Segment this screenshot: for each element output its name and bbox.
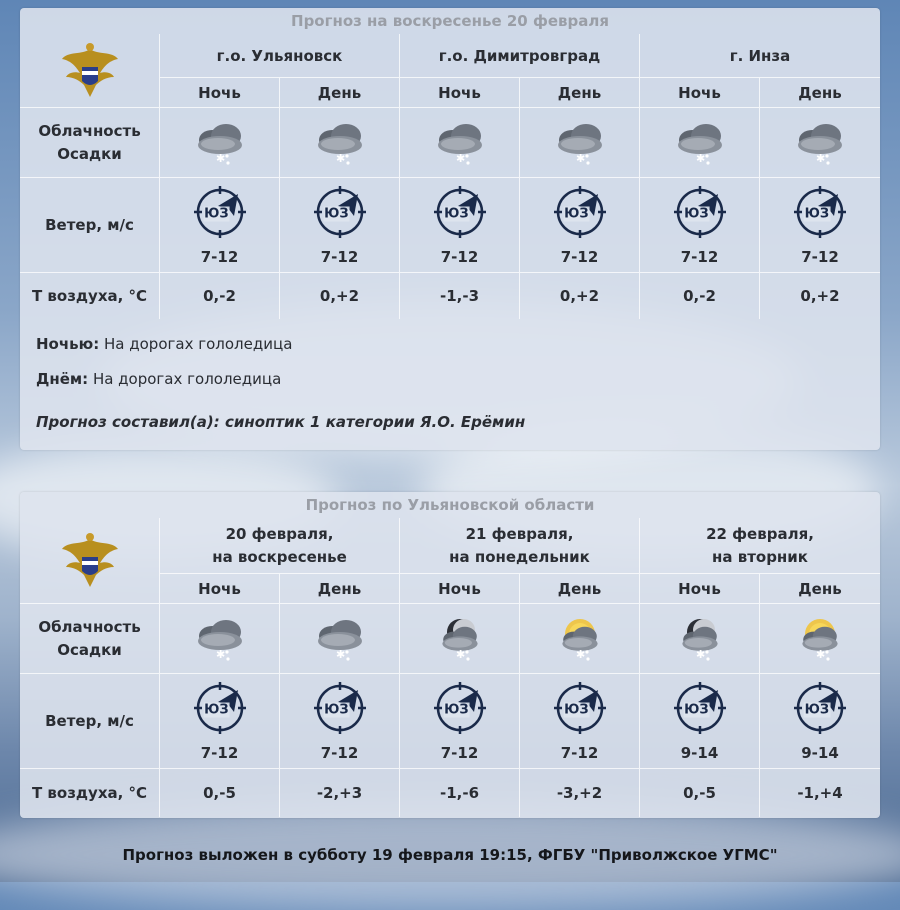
temp-value: -3,+2 <box>520 769 640 817</box>
temp-value: -1,-6 <box>400 769 520 817</box>
wind-direction-label: ЮЗ <box>204 206 229 222</box>
forecast-panel-cities <box>20 8 880 450</box>
wind-speed-value: 7-12 <box>560 248 599 266</box>
wind-direction-label: ЮЗ <box>564 206 589 222</box>
day-weekday: на вторник <box>712 547 808 566</box>
night-note-text: На дорогах гололедица <box>104 335 293 353</box>
emblem <box>20 518 160 604</box>
wind-direction-label: ЮЗ <box>444 702 469 718</box>
wind-speed-value: 7-12 <box>200 744 239 762</box>
row-label-clouds <box>20 108 160 178</box>
wind-compass <box>552 184 608 244</box>
moon-cloud-snow-icon <box>430 614 490 664</box>
period-header: Ночь <box>400 574 520 604</box>
wind-compass <box>672 184 728 244</box>
eagle-emblem-icon <box>58 531 122 591</box>
row-label-temp: Т воздуха, °С <box>20 769 160 817</box>
publish-footer: Прогноз выложен в субботу 19 февраля 19:15, ФГБУ "Приволжское УГМС" <box>122 846 778 864</box>
weather-cell <box>640 604 760 674</box>
weather-cell <box>760 108 880 178</box>
wind-speed-value: 7-12 <box>440 248 479 266</box>
weather-cell <box>640 108 760 178</box>
wind-speed-value: 9-14 <box>801 744 839 762</box>
wind-cell <box>160 178 280 273</box>
temp-value: 0,-2 <box>160 273 280 319</box>
wind-compass <box>552 680 608 740</box>
row-label-wind: Ветер, м/с <box>20 178 160 273</box>
temp-value: 0,+2 <box>520 273 640 319</box>
day-note-label: Днём: <box>36 370 89 388</box>
period-header: День <box>760 574 880 604</box>
wind-cell <box>520 178 640 273</box>
cloud-snow-icon <box>190 118 250 168</box>
cloud-snow-icon <box>790 118 850 168</box>
period-header: Ночь <box>640 574 760 604</box>
city-header: г.о. Ульяновск <box>160 34 400 78</box>
wind-speed-value: 7-12 <box>440 744 479 762</box>
weather-cell <box>760 604 880 674</box>
day-weekday: на воскресенье <box>212 547 347 566</box>
day-weekday: на понедельник <box>449 547 590 566</box>
cloud-snow-icon <box>670 118 730 168</box>
period-header: День <box>280 574 400 604</box>
day-date: 21 февраля, <box>465 524 574 543</box>
day-note-text: На дорогах гололедица <box>92 370 282 388</box>
sun-cloud-snow-icon <box>790 614 850 664</box>
cloud-snow-icon <box>430 118 490 168</box>
row-label-line: Осадки <box>57 640 122 659</box>
period-header: Ночь <box>640 78 760 108</box>
city-header: г. Инза <box>640 34 880 78</box>
day-note <box>36 362 864 397</box>
day-header <box>160 518 400 574</box>
wind-speed-value: 7-12 <box>320 248 359 266</box>
wind-speed-value: 7-12 <box>200 248 239 266</box>
period-header: День <box>520 78 640 108</box>
day-date: 20 февраля, <box>225 524 334 543</box>
weather-cell <box>520 108 640 178</box>
wind-cell <box>640 674 760 769</box>
row-label-line: Осадки <box>57 144 122 163</box>
temp-value: 0,+2 <box>280 273 400 319</box>
wind-cell <box>760 178 880 273</box>
temp-value: 0,+2 <box>800 287 840 305</box>
period-header: День <box>760 78 880 108</box>
wind-speed-value: 7-12 <box>320 744 359 762</box>
wind-compass <box>792 184 848 244</box>
row-label-line: Облачность <box>38 121 141 140</box>
eagle-emblem-icon <box>58 41 122 101</box>
weather-cell <box>400 604 520 674</box>
wind-cell <box>400 674 520 769</box>
weather-cell <box>160 604 280 674</box>
row-label-line: Облачность <box>38 617 141 636</box>
wind-cell <box>280 674 400 769</box>
cloud-snow-icon <box>190 614 250 664</box>
wind-direction-label: ЮЗ <box>564 702 589 718</box>
cloud-snow-icon <box>550 118 610 168</box>
period-header: День <box>280 78 400 108</box>
night-note-label: Ночью: <box>36 335 100 353</box>
panel-title: Прогноз по Ульяновской области <box>305 496 595 514</box>
wind-direction-label: ЮЗ <box>684 702 709 718</box>
period-header: День <box>520 574 640 604</box>
wind-compass <box>312 184 368 244</box>
cloud-snow-icon <box>310 614 370 664</box>
temp-value: 0,-5 <box>160 769 280 817</box>
wind-direction-label: ЮЗ <box>204 702 229 718</box>
wind-compass <box>192 184 248 244</box>
temp-value: 0,-2 <box>640 273 760 319</box>
night-note <box>36 327 864 362</box>
weather-cell <box>520 604 640 674</box>
wind-cell <box>520 674 640 769</box>
row-label-wind: Ветер, м/с <box>20 674 160 769</box>
day-date: 22 февраля, <box>706 524 814 543</box>
wind-compass <box>432 184 488 244</box>
wind-speed-value: 9-14 <box>680 744 719 762</box>
row-label-clouds <box>20 604 160 674</box>
temp-value: -1,-3 <box>400 273 520 319</box>
wind-compass <box>432 680 488 740</box>
wind-direction-label: ЮЗ <box>444 206 469 222</box>
notes-section <box>20 319 880 440</box>
temp-value: -1,+4 <box>797 784 843 802</box>
wind-direction-label: ЮЗ <box>804 206 830 222</box>
wind-cell <box>280 178 400 273</box>
forecast-author: Прогноз составил(а): синоптик 1 категории Я.О. Ерёмин <box>36 413 526 431</box>
cloud-snow-icon <box>310 118 370 168</box>
wind-direction-label: ЮЗ <box>804 702 830 718</box>
forecast-panel-region <box>20 492 880 818</box>
day-header <box>400 518 640 574</box>
wind-compass <box>312 680 368 740</box>
weather-cell <box>280 108 400 178</box>
day-header <box>640 518 880 574</box>
wind-compass <box>672 680 728 740</box>
temp-value: 0,-5 <box>640 769 760 817</box>
sun-cloud-snow-icon <box>550 614 610 664</box>
wind-speed-value: 7-12 <box>801 248 839 266</box>
wind-compass <box>192 680 248 740</box>
period-header: Ночь <box>400 78 520 108</box>
wind-speed-value: 7-12 <box>680 248 719 266</box>
moon-cloud-snow-icon <box>670 614 730 664</box>
weather-cell <box>160 108 280 178</box>
wind-cell <box>400 178 520 273</box>
row-label-temp: Т воздуха, °С <box>20 273 160 319</box>
wind-speed-value: 7-12 <box>560 744 599 762</box>
period-header: Ночь <box>160 78 280 108</box>
wind-cell <box>760 674 880 769</box>
wind-direction-label: ЮЗ <box>324 206 349 222</box>
wind-compass <box>792 680 848 740</box>
weather-cell <box>400 108 520 178</box>
emblem <box>20 34 160 108</box>
city-header: г.о. Димитровград <box>400 34 640 78</box>
wind-direction-label: ЮЗ <box>684 206 709 222</box>
wind-cell <box>160 674 280 769</box>
wind-direction-label: ЮЗ <box>324 702 349 718</box>
weather-cell <box>280 604 400 674</box>
wind-cell <box>640 178 760 273</box>
temp-value: -2,+3 <box>280 769 400 817</box>
period-header: Ночь <box>160 574 280 604</box>
panel-title: Прогноз на воскресенье 20 февраля <box>291 12 609 30</box>
